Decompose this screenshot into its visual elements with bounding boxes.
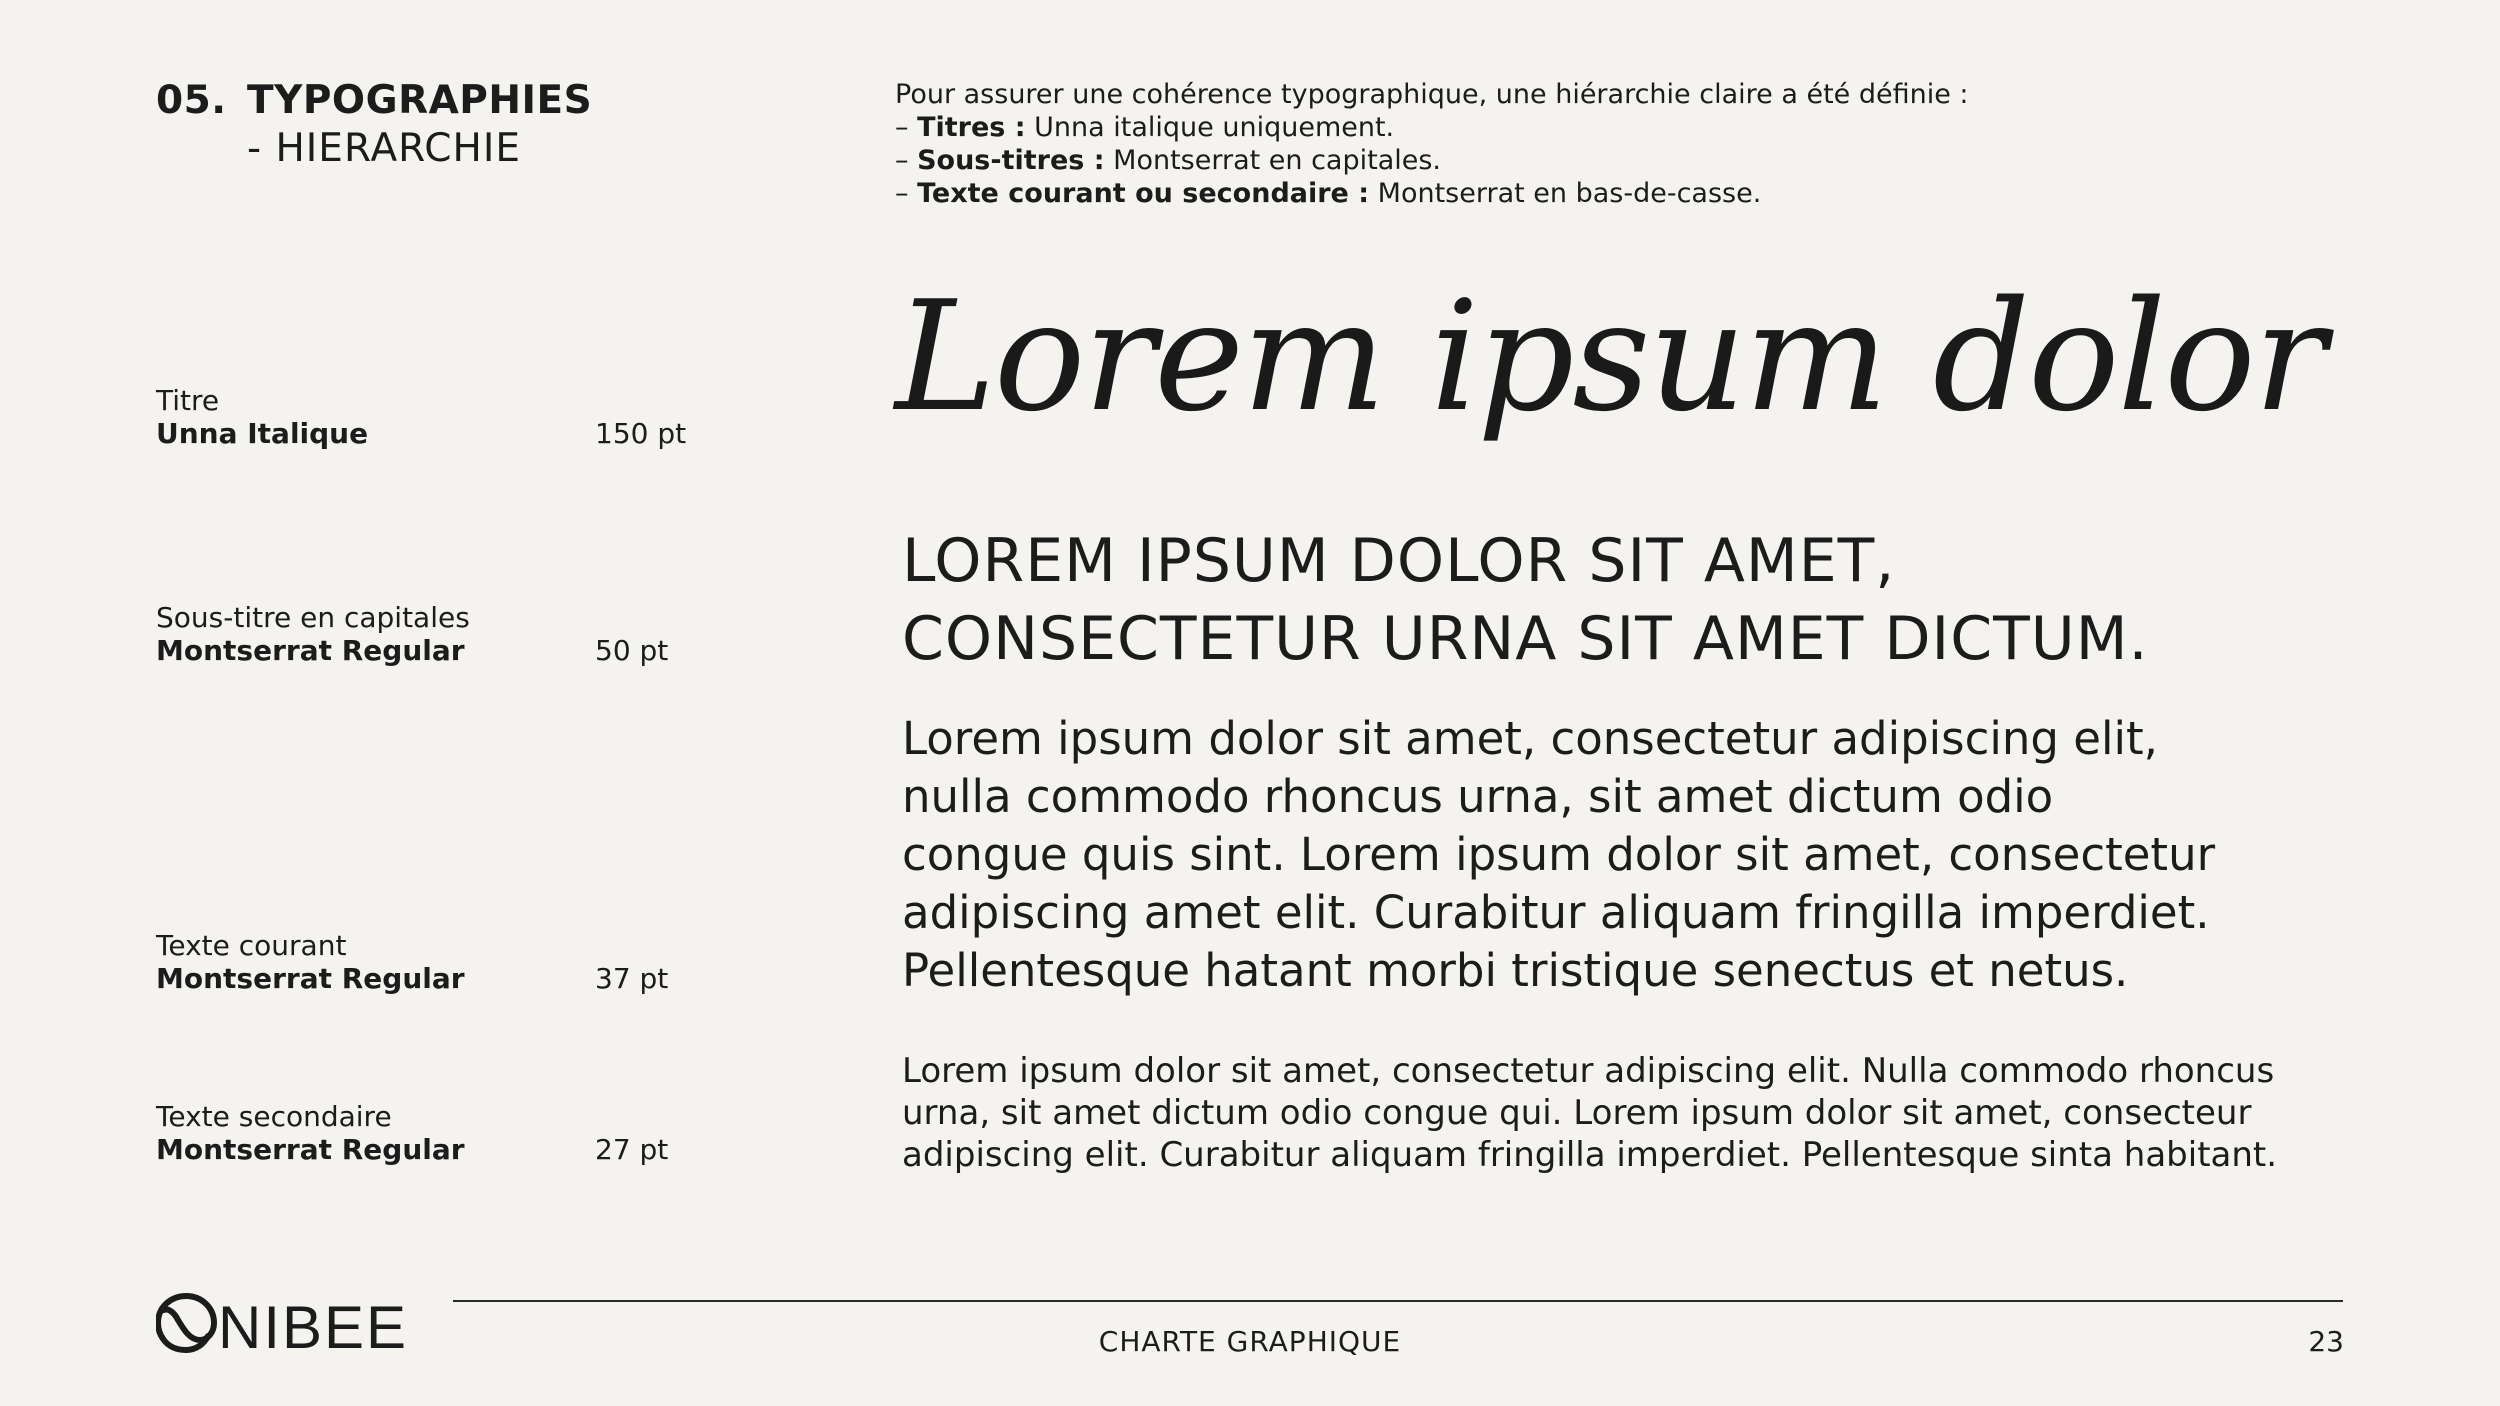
sample-body-text: Lorem ipsum dolor sit amet, consectetur adipiscing elit, nulla commodo rhoncus urna, sit amet dictum odio congue quis sint. Lorem ipsum dolor sit amet, consectetur adipiscing amet elit. Curabitur aliquam fringilla imperdiet. Pellentesque hatant morbi tristique senectus et netus. [902, 712, 2216, 997]
sample-secondary-text: Lorem ipsum dolor sit amet, consectetur adipiscing elit. Nulla commodo rhoncus urna, sit amet dictum odio congue qui. Lorem ipsum dolor sit amet, consecteur adipiscing elit. Curabitur aliquam fringilla imperdiet. Pellentesque sinta habitant. [902, 1051, 2278, 1175]
intro-lead: Pour assurer une cohérence typographique, une hiérarchie claire a été définie : [895, 79, 1969, 110]
spec-title-label: Titre [156, 384, 220, 417]
intro-item-prefix: – [895, 112, 918, 143]
section-title: TYPOGRAPHIES [247, 78, 593, 123]
spec-title-font: Unna Italique [156, 417, 369, 450]
spec-secondary-font: Montserrat Regular [156, 1133, 465, 1166]
intro-item-titres [895, 111, 1969, 144]
intro-item-text: Unna italique uniquement. [1025, 112, 1395, 143]
spec-secondary-label: Texte secondaire [156, 1100, 392, 1133]
logo-text: NIBEE [218, 1294, 409, 1354]
spec-body-font: Montserrat Regular [156, 962, 465, 995]
section-subtitle: - HIERARCHIE [247, 126, 521, 171]
footer-label: CHARTE GRAPHIQUE [1098, 1325, 1402, 1358]
spec-secondary-size: 27 pt [595, 1133, 669, 1166]
intro-item-text: Montserrat en bas-de-casse. [1369, 178, 1762, 209]
page-number: 23 [2308, 1325, 2344, 1358]
sample-title: Lorem ipsum dolor [895, 268, 2325, 445]
footer-divider [453, 1300, 2343, 1302]
spec-subtitle-size: 50 pt [595, 634, 669, 667]
intro-item-texte [895, 177, 1969, 210]
intro-item-prefix: – [895, 178, 918, 209]
intro-item-label: Sous-titres : [917, 145, 1105, 176]
spec-body-size: 37 pt [595, 962, 669, 995]
intro-item-text: Montserrat en capitales. [1104, 145, 1442, 176]
section-number: 05. [156, 78, 227, 123]
intro-item-label: Titres : [917, 112, 1026, 143]
intro-item-sous-titres [895, 144, 1969, 177]
spec-subtitle-font: Montserrat Regular [156, 634, 465, 667]
intro-text [895, 78, 1969, 210]
spec-title-size: 150 pt [595, 417, 687, 450]
intro-item-label: Texte courant ou secondaire : [917, 178, 1370, 209]
sample-subtitle: LOREM IPSUM DOLOR SIT AMET, CONSECTETUR URNA SIT AMET DICTUM. [902, 526, 2149, 674]
intro-item-prefix: – [895, 145, 918, 176]
spec-body-label: Texte courant [156, 929, 347, 962]
spec-subtitle-label: Sous-titre en capitales [156, 601, 470, 634]
